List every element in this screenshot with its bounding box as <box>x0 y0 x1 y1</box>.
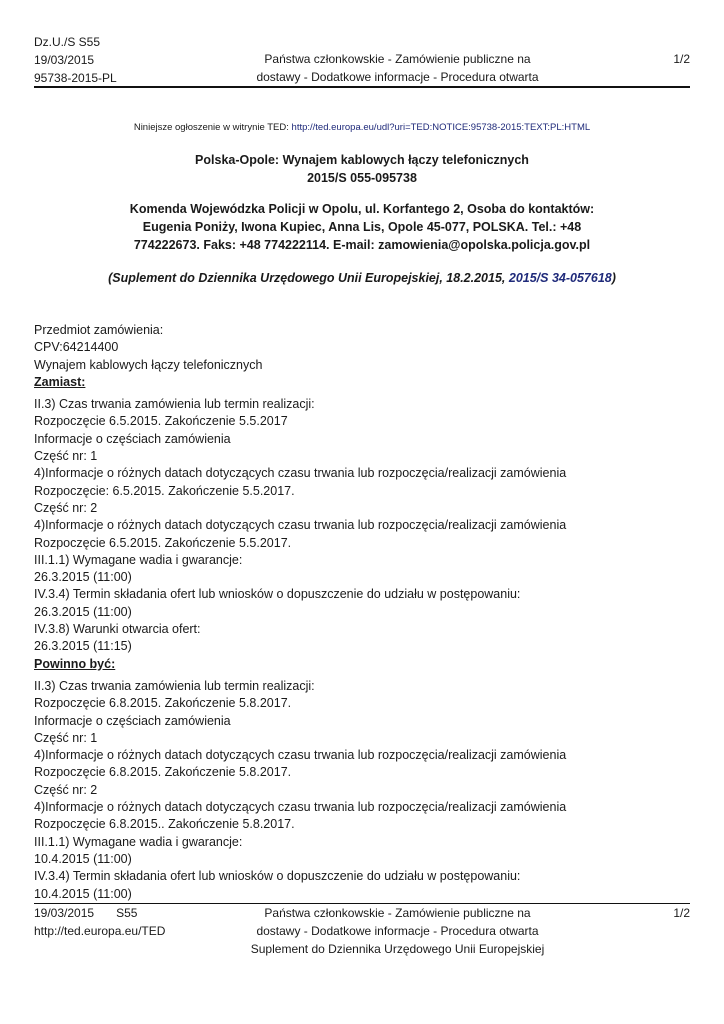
should-line: Część nr: 2 <box>34 782 98 797</box>
document-title-line2: 2015/S 055-095738 <box>307 171 417 185</box>
instead-line: II.3) Czas trwania zamówienia lub termin realizacji: <box>34 397 315 412</box>
should-line: Rozpoczęcie 6.8.2015. Zakończenie 5.8.2017. <box>34 696 292 711</box>
should-line: IV.3.4) Termin składania ofert lub wniosków o dopuszczenie do udziału w postępowaniu: <box>34 869 521 884</box>
instead-heading: Zamiast: <box>34 374 86 389</box>
notice-body <box>34 322 690 903</box>
header-page-number: 1/2 <box>673 52 690 66</box>
instead-line: Informacje o częściach zamówienia <box>34 431 231 446</box>
should-line: Informacje o częściach zamówienia <box>34 713 231 728</box>
instead-line: IV.3.4) Termin składania ofert lub wniosków o dopuszczenie do udziału w postępowaniu: <box>34 587 521 602</box>
should-line: III.1.1) Wymagane wadia i gwarancje: <box>34 834 243 849</box>
should-line: 4)Informacje o różnych datach dotyczących czasu trwania lub rozpoczęcia/realizacji zamówienia <box>34 748 567 763</box>
authority-line1: Komenda Wojewódzka Policji w Opolu, ul. Korfantego 2, Osoba do kontaktów: <box>129 202 595 216</box>
ted-notice-prefix: Niniejsze ogłoszenie w witrynie TED: <box>133 122 292 133</box>
instead-line: Rozpoczęcie 6.5.2015. Zakończenie 5.5.2017 <box>34 414 288 429</box>
instead-line: 26.3.2015 (11:00) <box>34 570 132 585</box>
should-heading: Powinno być: <box>34 656 116 671</box>
header-divider <box>34 86 690 88</box>
should-line: II.3) Czas trwania zamówienia lub termin realizacji: <box>34 678 315 693</box>
should-line: 4)Informacje o różnych datach dotyczących czasu trwania lub rozpoczęcia/realizacji zamówienia <box>34 800 567 815</box>
supplement-ref-link[interactable]: 2015/S 34-057618 <box>508 271 612 285</box>
instead-line: III.1.1) Wymagane wadia i gwarancje: <box>34 552 243 567</box>
instead-line: Rozpoczęcie: 6.5.2015. Zakończenie 5.5.2017. <box>34 483 295 498</box>
header-title-line2: dostawy - Dodatkowe informacje - Procedura otwarta <box>256 70 539 84</box>
footer-date: 19/03/2015 <box>34 906 95 920</box>
should-line: Część nr: 1 <box>34 730 98 745</box>
document-title-line1: Polska-Opole: Wynajem kablowych łączy telefonicznych <box>195 153 529 167</box>
header-date: 19/03/2015 <box>34 53 95 67</box>
cpv-code: CPV:64214400 <box>34 340 119 355</box>
supplement-suffix: ) <box>611 271 616 285</box>
footer-line3: Suplement do Dziennika Urzędowego Unii Europejskiej <box>250 942 545 956</box>
should-line: 10.4.2015 (11:00) <box>34 851 132 866</box>
footer-site: http://ted.europa.eu/TED <box>34 924 166 938</box>
subject-label: Przedmiot zamówienia: <box>34 323 164 337</box>
footer-line1: Państwa członkowskie - Zamówienie publiczne na <box>264 906 531 920</box>
header-meta <box>34 33 117 87</box>
header-title-line1: Państwa członkowskie - Zamówienie publiczne na <box>264 52 531 66</box>
footer-meta <box>34 904 165 940</box>
should-line: Rozpoczęcie 6.8.2015. Zakończenie 5.8.2017. <box>34 765 292 780</box>
instead-line: 4)Informacje o różnych datach dotyczących czasu trwania lub rozpoczęcia/realizacji zamówienia <box>34 466 567 481</box>
footer-page-number: 1/2 <box>673 906 690 920</box>
header-id: 95738-2015-PL <box>34 71 117 85</box>
ted-notice-link[interactable]: http://ted.europa.eu/udl?uri=TED:NOTICE:95738-2015:TEXT:PL:HTML <box>291 122 591 133</box>
instead-line: Część nr: 2 <box>34 500 98 515</box>
footer-title <box>200 904 595 958</box>
authority-line3: 774222673. Faks: +48 774222114. E-mail: zamowienia@opolska.policja.gov.pl <box>133 238 591 252</box>
supplement-prefix: (Suplement do Dziennika Urzędowego Unii Europejskiej, 18.2.2015, <box>108 271 509 285</box>
contracting-authority <box>60 200 664 254</box>
instead-line: IV.3.8) Warunki otwarcia ofert: <box>34 622 201 637</box>
should-line: Rozpoczęcie 6.8.2015.. Zakończenie 5.8.2017. <box>34 817 295 832</box>
should-line: 10.4.2015 (11:00) <box>34 886 132 901</box>
instead-line: 26.3.2015 (11:00) <box>34 604 132 619</box>
footer-series: S55 <box>116 906 138 920</box>
instead-line: Rozpoczęcie 6.5.2015. Zakończenie 5.5.2017. <box>34 535 292 550</box>
ted-notice <box>0 122 724 133</box>
footer-line2: dostawy - Dodatkowe informacje - Procedura otwarta <box>256 924 539 938</box>
header-ref: Dz.U./S S55 <box>34 35 101 49</box>
instead-line: 4)Informacje o różnych datach dotyczących czasu trwania lub rozpoczęcia/realizacji zamówienia <box>34 518 567 533</box>
authority-line2: Eugenia Poniży, Iwona Kupiec, Anna Lis, Opole 45-077, POLSKA. Tel.: +48 <box>142 220 582 234</box>
subject-description: Wynajem kablowych łączy telefonicznych <box>34 357 263 372</box>
supplement-reference <box>20 271 704 285</box>
document-title <box>60 151 664 187</box>
instead-line: Część nr: 1 <box>34 449 98 464</box>
instead-line: 26.3.2015 (11:15) <box>34 639 132 654</box>
header-title <box>200 50 595 86</box>
